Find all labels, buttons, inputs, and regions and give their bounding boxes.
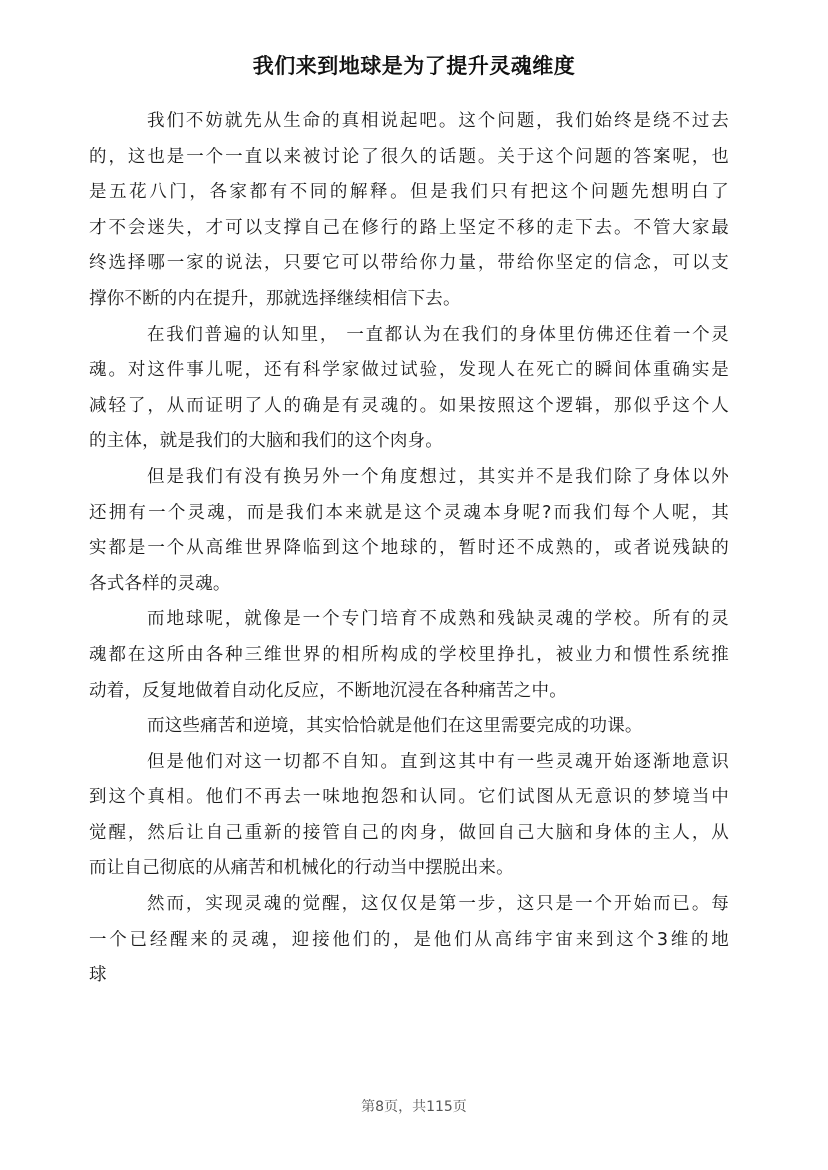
text-line: 但是我们有没有换另外一个角度想过，其实并不是我们除了身体以外 bbox=[147, 466, 729, 487]
text-line: 而让自己彻底的从痛苦和机械化的行动当中摆脱出来。 bbox=[89, 858, 514, 879]
text-line: 觉醒，然后让自己重新的接管自己的肉身，做回自己大脑和身体的主人，从 bbox=[89, 822, 729, 843]
text-line: 是五花八门，各家都有不同的解释。但是我们只有把这个问题先想明白了 bbox=[89, 182, 729, 203]
text-line: 魂。对这件事儿呢，还有科学家做过试验，发现人在死亡的瞬间体重确实是 bbox=[89, 360, 729, 381]
text-line: 但是他们对这一切都不自知。直到这其中有一些灵魂开始逐渐地意识 bbox=[147, 751, 729, 772]
text-line: 在我们普遍的认知里， 一直都认为在我们的身体里仿佛还住着一个灵 bbox=[147, 324, 729, 345]
text-line: 的，这也是一个一直以来被讨论了很久的话题。关于这个问题的答案呢，也 bbox=[89, 146, 729, 167]
text-line: 减轻了，从而证明了人的确是有灵魂的。如果按照这个逻辑，那似乎这个人 bbox=[89, 395, 729, 416]
text-line: 各式各样的灵魂。 bbox=[89, 573, 231, 594]
text-line: 球 bbox=[89, 965, 107, 986]
document-body bbox=[89, 104, 729, 994]
text-line: 魂都在这所由各种三维世界的相所构成的学校里挣扎，被业力和惯性系统推 bbox=[89, 644, 729, 665]
text-line: 还拥有一个灵魂，而是我们本来就是这个灵魂本身呢?而我们每个人呢，其 bbox=[89, 502, 729, 523]
page-number: 第8页，共115页 bbox=[361, 1099, 467, 1115]
text-line: 撑你不断的内在提升，那就选择继续相信下去。 bbox=[89, 288, 461, 309]
document-title: 我们来到地球是为了提升灵魂维度 bbox=[252, 54, 576, 78]
text-line: 一个已经醒来的灵魂，迎接他们的，是他们从高纬宇宙来到这个3维的地 bbox=[89, 929, 729, 950]
text-line: 而这些痛苦和逆境，其实恰恰就是他们在这里需要完成的功课。 bbox=[147, 716, 643, 737]
text-line: 而地球呢，就像是一个专门培育不成熟和残缺灵魂的学校。所有的灵 bbox=[147, 609, 729, 630]
text-line: 的主体，就是我们的大脑和我们的这个肉身。 bbox=[89, 431, 443, 452]
text-line: 到这个真相。他们不再去一味地抱怨和认同。它们试图从无意识的梦境当中 bbox=[89, 787, 729, 808]
text-line: 实都是一个从高维世界降临到这个地球的，暂时还不成熟的，或者说残缺的 bbox=[89, 538, 729, 559]
text-line: 终选择哪一家的说法，只要它可以带给你力量，带给你坚定的信念，可以支 bbox=[89, 253, 729, 274]
text-line: 我们不妨就先从生命的真相说起吧。这个问题，我们始终是绕不过去 bbox=[147, 111, 729, 131]
text-line: 动着，反复地做着自动化反应，不断地沉浸在各种痛苦之中。 bbox=[89, 680, 567, 701]
text-line: 然而，实现灵魂的觉醒，这仅仅是第一步，这只是一个开始而已。每 bbox=[147, 894, 729, 915]
text-line: 才不会迷失，才可以支撑自己在修行的路上坚定不移的走下去。不管大家最 bbox=[89, 217, 729, 238]
